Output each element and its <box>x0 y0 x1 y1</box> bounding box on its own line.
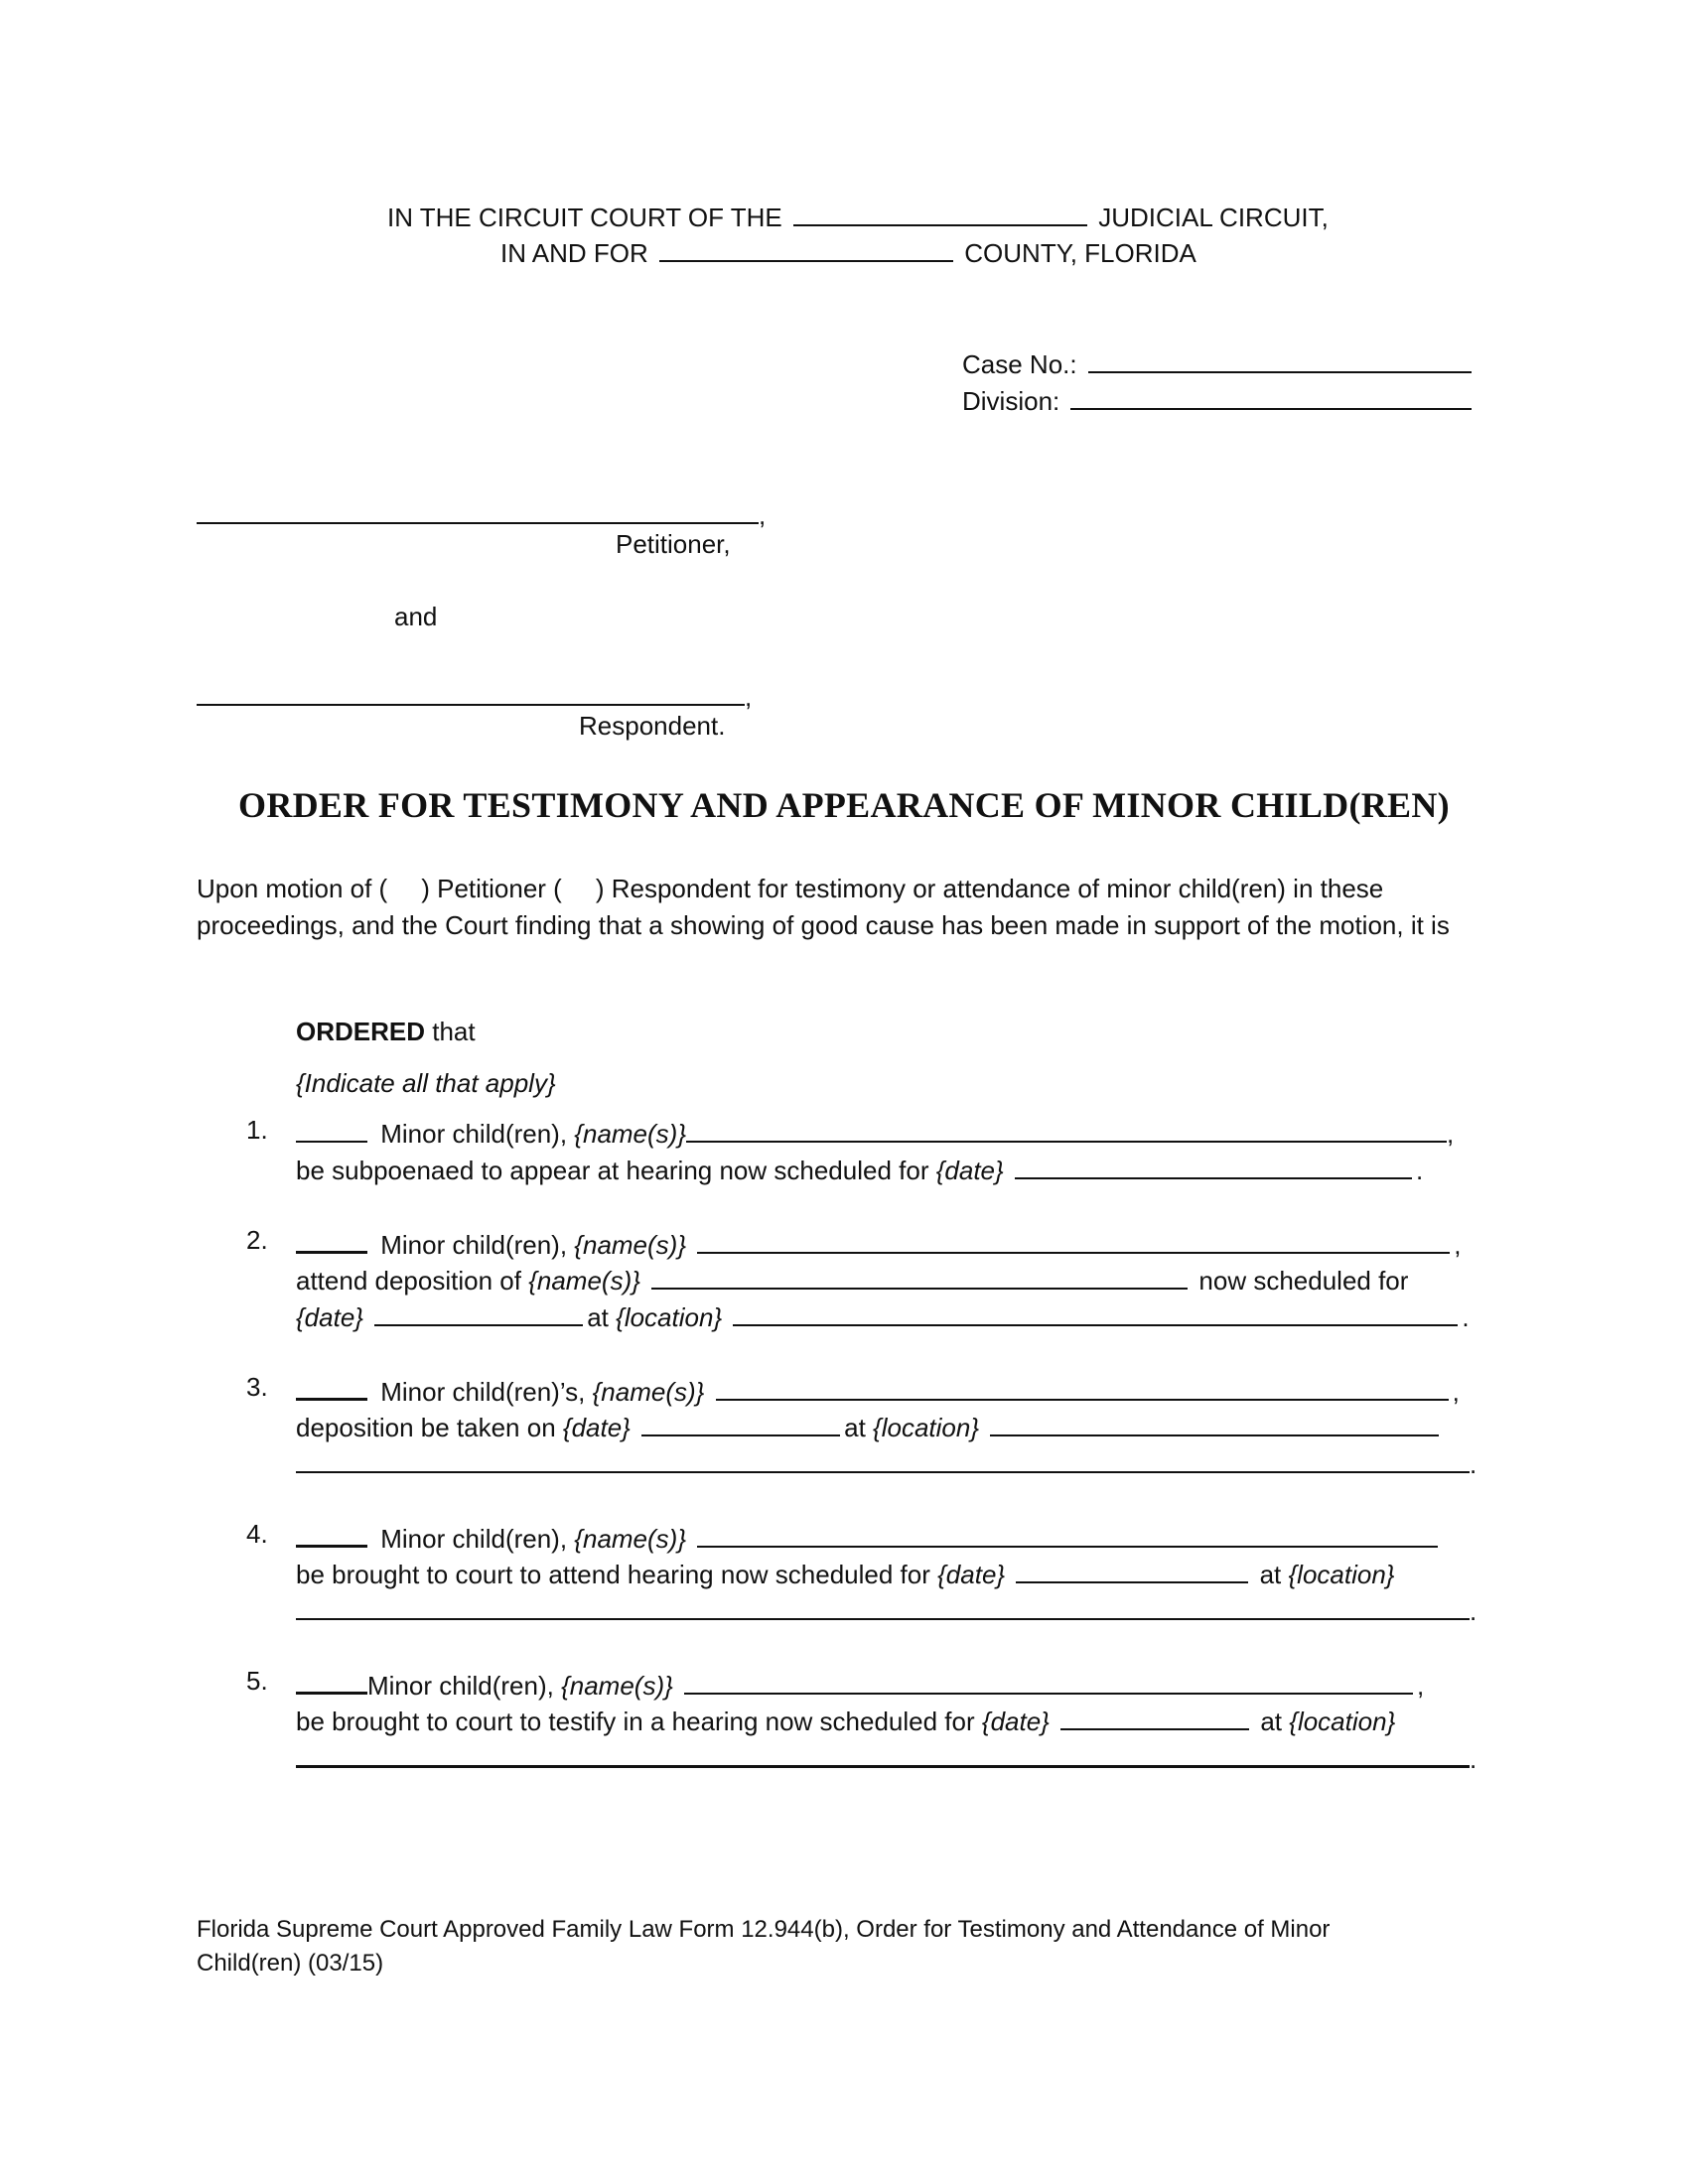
item-5-line-2 <box>296 1703 1395 1737</box>
item-5-line-3 <box>296 1739 1477 1775</box>
item-1-name-hint: {name(s)} <box>574 1119 687 1149</box>
item-1-date-hint: {date} <box>935 1156 1004 1185</box>
item-2-location-hint: {location} <box>616 1302 723 1332</box>
item-5-date-hint: {date} <box>981 1706 1050 1736</box>
item-4-at: at <box>1259 1560 1282 1589</box>
county-blank[interactable] <box>659 234 953 262</box>
item-2-deposition-text: attend deposition of <box>296 1266 521 1296</box>
item-2-line-3 <box>296 1298 1470 1333</box>
item-5-check-blank[interactable] <box>296 1666 367 1695</box>
item-5-location-blank[interactable] <box>296 1739 1470 1768</box>
item-3-location-blank[interactable] <box>990 1409 1439 1436</box>
intro-text-3: ) Respondent for testimony or attendance of minor child(ren) in these proceedings, and the Court finding that a showing of good cause has been made in support of the motion, it is <box>197 874 1450 940</box>
item-2-period: . <box>1462 1302 1470 1332</box>
item-4-line-2 <box>296 1556 1394 1590</box>
item-2-number: 2. <box>246 1225 268 1255</box>
intro-text-1: Upon motion of ( <box>197 874 388 903</box>
item-3-number: 3. <box>246 1372 268 1402</box>
court-caption-line-1 <box>387 199 1329 233</box>
item-2-date-hint: {date} <box>296 1302 363 1332</box>
item-5-period: . <box>1470 1744 1477 1774</box>
item-5-name-blank[interactable] <box>684 1667 1413 1695</box>
item-4-name-blank[interactable] <box>697 1520 1438 1548</box>
item-2-name-blank[interactable] <box>697 1226 1450 1254</box>
item-5-line-1 <box>296 1666 1424 1702</box>
item-3-location-hint: {location} <box>873 1413 980 1442</box>
item-4-name-hint: {name(s)} <box>574 1524 687 1554</box>
item-5-number: 5. <box>246 1666 268 1696</box>
intro-text-2: ) Petitioner ( <box>421 874 562 903</box>
respondent-label: Respondent. <box>579 711 726 741</box>
caption-county-label: COUNTY, FLORIDA <box>964 238 1196 268</box>
item-3-name-hint: {name(s)} <box>592 1377 705 1407</box>
item-3-check-blank[interactable] <box>296 1372 367 1401</box>
item-2-name-hint: {name(s)} <box>574 1230 687 1260</box>
petitioner-name-row <box>197 496 766 531</box>
item-4-line-3 <box>296 1592 1477 1627</box>
caption-circuit-label: IN THE CIRCUIT COURT OF THE <box>387 203 782 232</box>
instruction-text: {Indicate all that apply} <box>296 1068 556 1098</box>
item-3-date-hint: {date} <box>562 1413 631 1442</box>
item-1-text: Minor child(ren), <box>380 1119 568 1149</box>
item-4-date-blank[interactable] <box>1016 1556 1248 1583</box>
item-3-at: at <box>844 1413 866 1442</box>
item-4-number: 4. <box>246 1519 268 1549</box>
item-2-date-blank[interactable] <box>374 1298 583 1326</box>
item-5-text: Minor child(ren), <box>367 1671 554 1701</box>
item-4-date-hint: {date} <box>937 1560 1006 1589</box>
item-1-comma: , <box>1447 1119 1455 1149</box>
item-4-hearing-text: be brought to court to attend hearing now scheduled for <box>296 1560 930 1589</box>
item-2-scheduled-text: now scheduled for <box>1198 1266 1409 1296</box>
item-3-period: . <box>1470 1449 1477 1479</box>
item-3-comma: , <box>1452 1377 1460 1407</box>
intro-paragraph <box>197 871 1477 944</box>
respondent-name-blank[interactable] <box>197 678 745 706</box>
item-3-line-3 <box>296 1445 1477 1480</box>
item-1-check-blank[interactable] <box>296 1115 367 1143</box>
ordered-line <box>296 1017 476 1047</box>
item-5-date-blank[interactable] <box>1060 1703 1249 1730</box>
item-4-text: Minor child(ren), <box>380 1524 568 1554</box>
item-3-location-blank-2[interactable] <box>296 1445 1470 1473</box>
item-2-name-hint-2: {name(s)} <box>528 1266 640 1296</box>
item-1-number: 1. <box>246 1115 268 1145</box>
item-4-location-hint: {location} <box>1288 1560 1395 1589</box>
caption-judicial-circuit-label: JUDICIAL CIRCUIT, <box>1098 203 1329 232</box>
item-1-date-blank[interactable] <box>1015 1152 1412 1179</box>
item-4-check-blank[interactable] <box>296 1519 367 1548</box>
item-1-period: . <box>1415 1156 1424 1185</box>
item-5-location-hint: {location} <box>1289 1706 1396 1736</box>
item-5-comma: , <box>1417 1671 1425 1701</box>
circuit-blank[interactable] <box>793 199 1087 226</box>
petitioner-comma: , <box>759 500 767 530</box>
case-number-blank[interactable] <box>1088 345 1472 373</box>
petitioner-name-blank[interactable] <box>197 496 759 524</box>
division-blank[interactable] <box>1070 382 1472 410</box>
item-5-at: at <box>1260 1706 1283 1736</box>
form-footer: Florida Supreme Court Approved Family Law Form 12.944(b), Order for Testimony and Attendance of Minor Child(ren) (03/15) <box>197 1916 1331 1977</box>
item-3-name-blank[interactable] <box>716 1373 1449 1401</box>
item-2-check-blank[interactable] <box>296 1225 367 1254</box>
item-1-subpoena-text: be subpoenaed to appear at hearing now scheduled for <box>296 1156 929 1185</box>
item-1-line-2 <box>296 1152 1423 1186</box>
item-3-deposition-text: deposition be taken on <box>296 1413 556 1442</box>
case-number-row <box>962 345 1476 380</box>
caption-in-and-for-label: IN AND FOR <box>500 238 648 268</box>
item-3-text: Minor child(ren)’s, <box>380 1377 586 1407</box>
item-5-testify-text: be brought to court to testify in a hearing now scheduled for <box>296 1706 975 1736</box>
item-4-period: . <box>1470 1596 1477 1626</box>
ordered-bold: ORDERED <box>296 1017 426 1046</box>
item-1-line-1 <box>296 1115 1454 1150</box>
petitioner-label: Petitioner, <box>616 529 731 559</box>
item-4-location-blank[interactable] <box>296 1592 1470 1620</box>
page-title: ORDER FOR TESTIMONY AND APPEARANCE OF MINOR CHILD(REN) <box>238 785 1450 825</box>
item-1-name-blank[interactable] <box>686 1115 1447 1143</box>
item-2-line-1 <box>296 1225 1462 1261</box>
respondent-comma: , <box>745 682 753 712</box>
item-4-line-1 <box>296 1519 1442 1555</box>
case-number-label: Case No.: <box>962 349 1077 379</box>
court-caption-line-2 <box>500 234 1196 269</box>
item-2-deponent-blank[interactable] <box>651 1262 1188 1290</box>
item-2-location-blank[interactable] <box>733 1298 1458 1326</box>
item-3-line-2 <box>296 1409 1443 1443</box>
and-text: and <box>394 602 438 631</box>
item-2-at: at <box>587 1302 609 1332</box>
respondent-name-row <box>197 678 752 713</box>
item-2-text: Minor child(ren), <box>380 1230 568 1260</box>
item-5-name-hint: {name(s)} <box>561 1671 673 1701</box>
item-3-line-1 <box>296 1372 1460 1408</box>
item-2-line-2 <box>296 1262 1408 1297</box>
item-3-date-blank[interactable] <box>641 1409 840 1436</box>
item-2-comma: , <box>1454 1230 1462 1260</box>
division-label: Division: <box>962 386 1060 416</box>
ordered-rest: that <box>425 1017 476 1046</box>
division-row <box>962 382 1476 417</box>
